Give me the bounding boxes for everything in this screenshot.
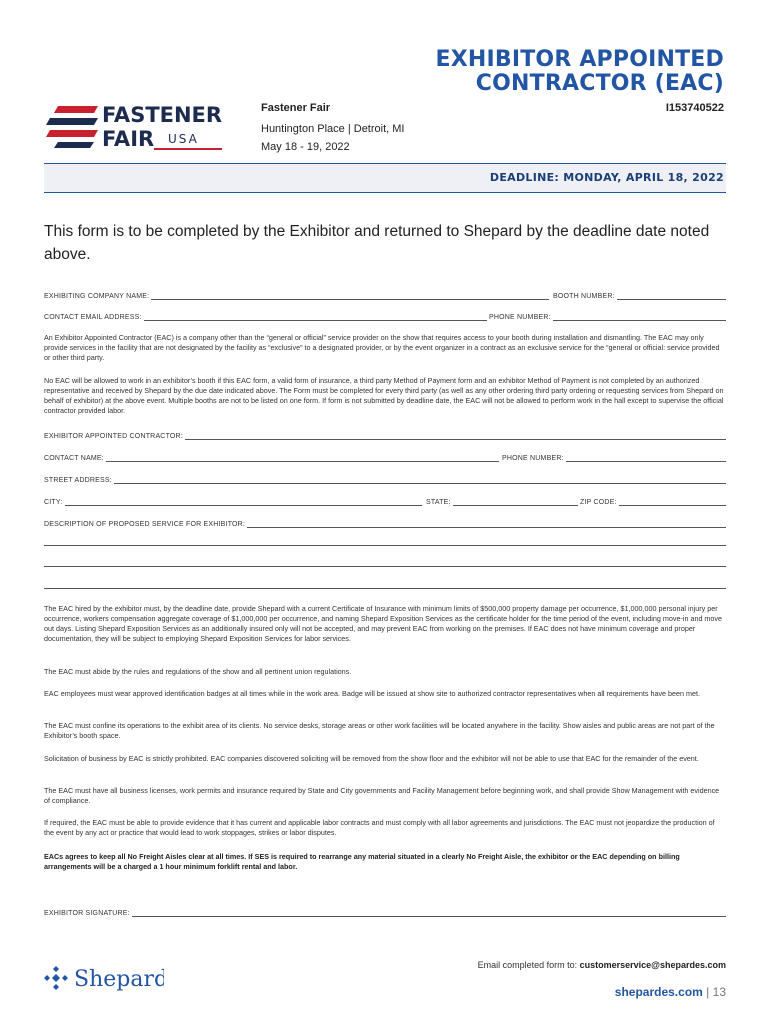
zip-code-label: ZIP CODE: — [580, 499, 617, 506]
city-input[interactable] — [65, 496, 422, 506]
eac-label: EXHIBITOR APPOINTED CONTRACTOR: — [44, 433, 183, 440]
state-label: STATE: — [426, 499, 451, 506]
booth-number-field[interactable] — [553, 288, 726, 300]
paragraph-solicitation: Solicitation of business by EAC is strictly prohibited. EAC companies discovered soliciting will be removed from the show floor and the exhibitor will not be able to use that EAC for the remainder of the event. — [44, 754, 699, 763]
logo-text-fair: FAIR — [102, 127, 155, 151]
booth-number-label: BOOTH NUMBER: — [553, 293, 615, 300]
description-label: DESCRIPTION OF PROPOSED SERVICE FOR EXHIBITOR: — [44, 521, 246, 528]
form-title-line1: EXHIBITOR APPOINTED — [435, 47, 724, 72]
intro-text: This form is to be completed by the Exhibitor and returned to Shepard by the deadline date noted above. — [44, 223, 710, 263]
form-title-line2: CONTRACTOR (EAC) — [475, 71, 724, 96]
paragraph-badges: EAC employees must wear approved identification badges at all times while in the work area. Badge will be issued at show site to authorized contractor representatives when all requirements have been met. — [44, 689, 701, 698]
signature-field[interactable] — [44, 905, 726, 917]
shepard-brand-text: Shepard — [74, 967, 164, 992]
footer-email — [478, 960, 726, 970]
logo-text-usa: USA — [168, 132, 199, 146]
street-address-field[interactable] — [44, 472, 726, 484]
exhibiting-company-input[interactable] — [151, 290, 549, 300]
phone-number-field[interactable] — [489, 309, 726, 321]
contact-name-field[interactable] — [44, 450, 499, 462]
contact-email-label: CONTACT EMAIL ADDRESS: — [44, 314, 142, 321]
eac-phone-input[interactable] — [566, 452, 726, 462]
event-dates: May 18 - 19, 2022 — [261, 141, 350, 153]
deadline-bar — [44, 163, 726, 193]
description-field[interactable] — [44, 516, 726, 528]
paragraph-operations: The EAC must confine its operations to the exhibit area of its clients. No service desks, storage areas or other work facilities will be located anywhere in the facility. Show aisles and public areas are not part of the Exhibitor’s booth space. — [44, 721, 715, 740]
description-input[interactable] — [247, 518, 726, 528]
description-line[interactable] — [44, 588, 726, 589]
shepard-logo — [44, 962, 164, 994]
paragraph-eac-definition: An Exhibitor Appointed Contractor (EAC) is a company other than the “general or official” service provider on the show that requires access to your booth during installation and dismantling. The EAC may only provide services in the facility that are not designated by the facility as “exclusive” to a designated provider, or by the event organizer in a contract as an exclusive service for the “general or official: service provided or other third party. — [44, 333, 720, 362]
fastener-fair-flag-icon — [46, 106, 98, 148]
description-line[interactable] — [44, 566, 726, 567]
phone-number-input[interactable] — [553, 311, 726, 321]
state-field[interactable] — [426, 494, 578, 506]
eac-field[interactable] — [44, 428, 726, 440]
paragraph-rules: The EAC must abide by the rules and regulations of the show and all pertinent union regulations. — [44, 667, 352, 676]
contact-email-input[interactable] — [144, 311, 487, 321]
signature-input[interactable] — [132, 907, 726, 917]
contact-name-label: CONTACT NAME: — [44, 455, 104, 462]
paragraph-licenses: The EAC must have all business licenses, work permits and insurance required by State and City governments and Facility Management before beginning work, and shall provide Show Management with evidence of compliance. — [44, 786, 720, 805]
exhibiting-company-label: EXHIBITING COMPANY NAME: — [44, 293, 150, 300]
event-id: I153740522 — [665, 102, 724, 114]
footer-site-link[interactable]: shepardes.com — [614, 985, 703, 999]
contact-name-input[interactable] — [106, 452, 499, 462]
street-address-label: STREET ADDRESS: — [44, 477, 112, 484]
footer-site — [615, 985, 726, 999]
signature-label: EXHIBITOR SIGNATURE: — [44, 910, 130, 917]
fastener-fair-logo — [44, 100, 229, 152]
zip-code-field[interactable] — [580, 494, 726, 506]
eac-input[interactable] — [185, 430, 726, 440]
state-input[interactable] — [453, 496, 578, 506]
footer-email-label: Email completed form to: — [477, 960, 578, 970]
contact-email-field[interactable] — [44, 309, 487, 321]
eac-phone-label: PHONE NUMBER: — [502, 455, 564, 462]
shepard-diamond-icon — [44, 966, 68, 990]
zip-code-input[interactable] — [619, 496, 726, 506]
paragraph-insurance: The EAC hired by the exhibitor must, by the deadline date, provide Shepard with a current Certificate of Insurance with minimum limits of $500,000 property damage per occurrence, $1,000,000 personal injury per occurrence, workers compensation aggregate coverage of $1,000,000 per occurrence, and naming Shepard Exposition Services as the certificate holder for the time period of the event, including move-in and move out days. Listing Shepard Exposition Services as an additionally insured only will not be accepted, and may prevent EAC from working on the premises. If EAC does not have minimum coverage and proper documentation, they will be subject to employing Shepard Exposition Services for labor services. — [44, 604, 723, 643]
booth-number-input[interactable] — [617, 290, 726, 300]
paragraph-freight-aisles: EACs agrees to keep all No Freight Aisles clear at all times. If SES is required to rearrange any material situated in a clearly No Freight Aisle, the exhibitor or the EAC depending on billing arrangements will be a charged a 1 hour minimum forklift rental and labor. — [44, 852, 680, 871]
page-separator: | — [706, 985, 710, 999]
exhibiting-company-field[interactable] — [44, 288, 549, 300]
paragraph-labor: If required, the EAC must be able to provide evidence that it has current and applicable labor contracts and must comply with all labor agreements and jurisdictions. The EAC must not jeopardize the production of the event by any act or practice that would lead to work stoppages, strikes or labor disputes. — [44, 818, 715, 837]
deadline-text: DEADLINE: MONDAY, APRIL 18, 2022 — [489, 171, 724, 184]
event-name: Fastener Fair — [261, 102, 331, 114]
city-field[interactable] — [44, 494, 422, 506]
paragraph-eac-requirements: No EAC will be allowed to work in an exhibitor’s booth if this EAC form, a valid form of insurance, a third party Method of Payment form and an exhibitor Method of Payment is not completed by an authorized representative and received by Shepard by the due date indicated above. The Form must be completed for every third party (as well as any other ordering third party ordering or requesting services from Shepard on behalf of exhibitor) at the above event. Multiple booths are not to be listed on one form. If form is not submitted by deadline date, the EAC will not be allowed to perform work in the hall except to supervise the official contractor provided labor. — [44, 376, 724, 415]
street-address-input[interactable] — [114, 474, 726, 484]
city-label: CITY: — [44, 499, 63, 506]
description-line[interactable] — [44, 545, 726, 546]
page-number: 13 — [712, 985, 726, 999]
eac-phone-field[interactable] — [502, 450, 726, 462]
logo-text-fastener: FASTENER — [102, 103, 223, 127]
form-title — [435, 48, 724, 96]
footer-email-link[interactable]: customerservice@shepardes.com — [579, 960, 726, 970]
event-venue: Huntington Place | Detroit, MI — [261, 123, 405, 135]
phone-number-label: PHONE NUMBER: — [489, 314, 551, 321]
